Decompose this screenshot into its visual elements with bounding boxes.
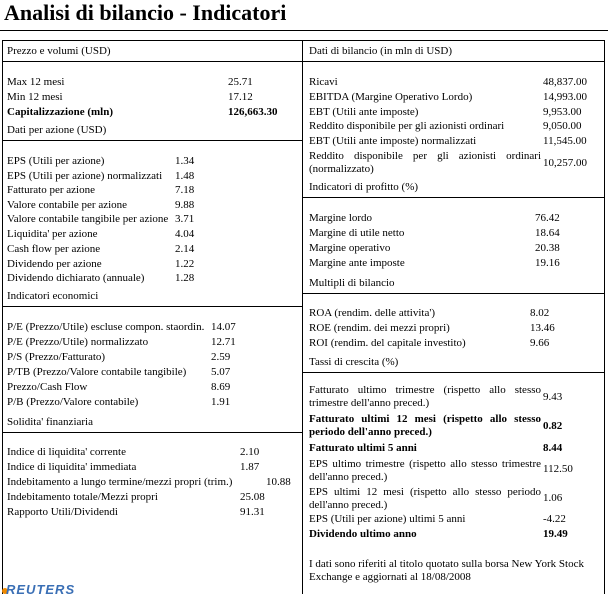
row-value: 126,663.30 (228, 106, 278, 118)
section-header-prezzo: Prezzo e volumi (USD) (7, 45, 111, 57)
row-label: P/E (Prezzo/Utile) escluse compon. staordin. (7, 321, 205, 333)
row-value: 9,953.00 (543, 106, 582, 118)
row-label: Fatturato ultimo trimestre (rispetto allo stesso trimestre dell'anno preced.) (309, 384, 541, 409)
row-label: Valore contabile per azione (7, 199, 128, 211)
row-label: Dividendo ultimo anno (309, 528, 417, 540)
row-value: 5.07 (211, 366, 231, 378)
row-label: Valore contabile tangibile per azione (7, 213, 169, 225)
section-divider (302, 197, 604, 198)
row-value: 10.88 (266, 476, 291, 488)
section-header-bilancio: Dati di bilancio (in mln di USD) (309, 45, 452, 57)
row-label: Prezzo/Cash Flow (7, 381, 88, 393)
right-column-border (604, 40, 605, 594)
row-label: Capitalizzazione (mln) (7, 106, 114, 118)
section-divider (302, 293, 604, 294)
row-value: 18.64 (535, 227, 560, 239)
row-value: 14,993.00 (543, 91, 587, 103)
row-label: EPS ultimi 12 mesi (rispetto allo stesso periodo dell'anno preced.) (309, 486, 541, 511)
row-value: 17.12 (228, 91, 253, 103)
section-divider (302, 372, 604, 373)
section-header-azione: Dati per azione (USD) (7, 124, 107, 136)
row-value: 7.18 (175, 184, 195, 196)
row-value: 76.42 (535, 212, 560, 224)
row-label: Ricavi (309, 76, 338, 88)
row-value: 8.02 (530, 307, 550, 319)
page-title: Analisi di bilancio - Indicatori (4, 0, 287, 25)
row-value: 14.07 (211, 321, 236, 333)
row-label: Margine ante imposte (309, 257, 405, 269)
row-value: 9.43 (543, 391, 563, 403)
row-label: Indice di liquidita' immediata (7, 461, 137, 473)
row-value: 25.71 (228, 76, 253, 88)
row-value: 1.22 (175, 258, 195, 270)
top-border (2, 40, 604, 41)
row-value: 9.88 (175, 199, 195, 211)
row-value: 91.31 (240, 506, 265, 518)
row-label: EPS (Utili per azione) normalizzati (7, 170, 163, 182)
row-value: 48,837.00 (543, 76, 587, 88)
row-value: 0.82 (543, 420, 563, 432)
row-label: Indice di liquidita' corrente (7, 446, 126, 458)
row-label: P/B (Prezzo/Valore contabile) (7, 396, 139, 408)
row-label: Fatturato per azione (7, 184, 95, 196)
row-label: Indebitamento a lungo termine/mezzi propri (trim.) (7, 476, 233, 488)
row-label: ROE (rendim. dei mezzi propri) (309, 322, 450, 334)
row-label: P/E (Prezzo/Utile) normalizzato (7, 336, 149, 348)
section-header-economici: Indicatori economici (7, 290, 99, 302)
row-value: 112.50 (543, 463, 573, 475)
section-header-profitto: Indicatori di profitto (%) (309, 181, 419, 193)
row-value: 2.59 (211, 351, 231, 363)
title-divider (0, 30, 608, 31)
row-label: ROA (rendim. delle attivita') (309, 307, 436, 319)
section-divider (2, 432, 302, 433)
row-label: EPS (Utili per azione) (7, 155, 105, 167)
section-divider (2, 61, 302, 62)
row-value: 19.16 (535, 257, 560, 269)
row-label: Margine lordo (309, 212, 373, 224)
row-label: ROI (rendim. del capitale investito) (309, 337, 466, 349)
row-label: Indebitamento totale/Mezzi propri (7, 491, 158, 503)
row-label: Fatturato ultimi 12 mesi (rispetto allo stesso periodo dell'anno preced.) (309, 413, 541, 438)
row-value: 1.87 (240, 461, 260, 473)
row-label: Margine operativo (309, 242, 391, 254)
left-column-border (2, 40, 3, 594)
row-label: Fatturato ultimi 5 anni (309, 442, 417, 454)
row-value: 1.91 (211, 396, 231, 408)
row-label: Rapporto Utili/Dividendi (7, 506, 118, 518)
row-value: 8.44 (543, 442, 563, 454)
reuters-logo: REUTERS (6, 582, 76, 597)
row-label: Reddito disponibile per gli azionisti ordinari (309, 120, 505, 132)
row-value: 8.69 (211, 381, 231, 393)
row-label: EPS ultimo trimestre (rispetto allo stesso trimestre dell'anno preced.) (309, 458, 541, 483)
row-value: 1.48 (175, 170, 195, 182)
row-value: 2.14 (175, 243, 195, 255)
row-label: P/S (Prezzo/Fatturato) (7, 351, 106, 363)
row-value: 1.28 (175, 272, 195, 284)
row-value: 9,050.00 (543, 120, 582, 132)
row-value: 3.71 (175, 213, 195, 225)
section-header-solidita: Solidita' finanziaria (7, 416, 93, 428)
row-label: EBT (Utili ante imposte) normalizzati (309, 135, 477, 147)
row-value: 25.08 (240, 491, 265, 503)
row-value: 1.34 (175, 155, 195, 167)
section-divider (2, 140, 302, 141)
section-divider (302, 61, 604, 62)
row-value: 11,545.00 (543, 135, 587, 147)
row-value: 9.66 (530, 337, 550, 349)
center-divider (302, 40, 303, 594)
row-label: Max 12 mesi (7, 76, 65, 88)
row-value: 4.04 (175, 228, 195, 240)
row-label: EBT (Utili ante imposte) (309, 106, 419, 118)
row-label: P/TB (Prezzo/Valore contabile tangibile) (7, 366, 187, 378)
row-value: 1.06 (543, 492, 563, 504)
row-label: Cash flow per azione (7, 243, 101, 255)
row-label: EBITDA (Margine Operativo Lordo) (309, 91, 473, 103)
row-value: 2.10 (240, 446, 260, 458)
row-value: 10,257.00 (543, 157, 587, 169)
section-header-multipli: Multipli di bilancio (309, 277, 395, 289)
row-value: 12.71 (211, 336, 236, 348)
footnote: I dati sono riferiti al titolo quotato sulla borsa New York Stock Exchange e aggiornati al 18/08/2008 (309, 558, 584, 583)
row-label: Reddito disponibile per gli azionisti ordinari (normalizzato) (309, 150, 541, 175)
row-label: Dividendo per azione (7, 258, 102, 270)
row-label: Liquidita' per azione (7, 228, 98, 240)
section-header-crescita: Tassi di crescita (%) (309, 356, 399, 368)
row-label: Margine di utile netto (309, 227, 405, 239)
row-value: 19.49 (543, 528, 568, 540)
row-label: EPS (Utili per azione) ultimi 5 anni (309, 513, 466, 525)
row-label: Min 12 mesi (7, 91, 63, 103)
row-value: 13.46 (530, 322, 555, 334)
section-divider (2, 306, 302, 307)
row-value: 20.38 (535, 242, 560, 254)
row-value: -4.22 (543, 513, 566, 525)
row-label: Dividendo dichiarato (annuale) (7, 272, 145, 284)
